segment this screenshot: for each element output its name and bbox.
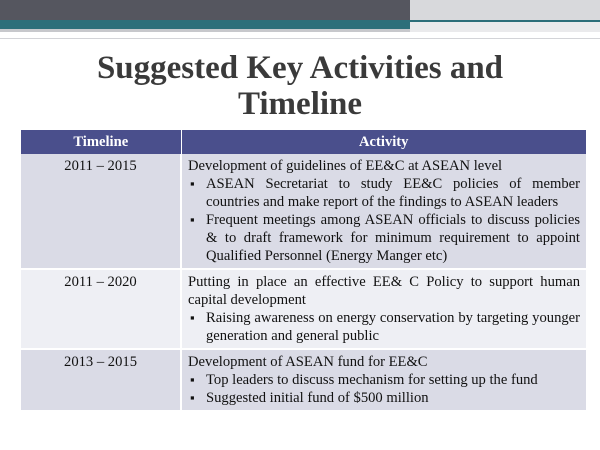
table-row: [21, 349, 586, 410]
activity-lead: Development of ASEAN fund for EE&C: [188, 354, 428, 370]
activity-lead: Development of guidelines of EE&C at ASEAN level: [188, 158, 503, 174]
bullet-item: ▪ ASEAN Secretariat to study EE&C policies of member countries and make report of the findings to ASEAN leaders: [206, 175, 580, 211]
bullet-item: ▪ Raising awareness on energy conservation by targeting younger generation and general public: [206, 309, 580, 345]
activity-bullets: [188, 175, 580, 265]
activities-table: [21, 130, 586, 410]
timeline-cell: 2011 – 2020: [21, 269, 181, 349]
header-fade: [410, 22, 600, 32]
header-timeline: Timeline: [21, 130, 181, 154]
timeline-cell: 2011 – 2015: [21, 154, 181, 269]
timeline-cell: 2013 – 2015: [21, 349, 181, 410]
table-header-row: [21, 130, 586, 154]
table-row: [21, 269, 586, 349]
activity-bullets: [188, 371, 580, 407]
header-banner-highlight: [410, 0, 600, 22]
activity-bullets: [188, 309, 580, 345]
bullet-item: ▪ Suggested initial fund of $500 million: [206, 389, 580, 407]
activity-cell: [181, 154, 586, 269]
header-rule: [0, 38, 600, 39]
header-activity: Activity: [181, 130, 586, 154]
activity-cell: [181, 269, 586, 349]
activity-cell: [181, 349, 586, 410]
slide-title: Suggested Key Activities and Timeline: [96, 50, 504, 122]
table-row: [21, 154, 586, 269]
bullet-item: ▪ Top leaders to discuss mechanism for setting up the fund: [206, 371, 580, 389]
bullet-item: ▪ Frequent meetings among ASEAN officials to discuss policies & to draft framework for minimum requirement to appoint Qualified Personnel (Energy Manger etc): [206, 211, 580, 265]
activity-lead: Putting in place an effective EE& C Policy to support human capital development: [188, 274, 580, 308]
